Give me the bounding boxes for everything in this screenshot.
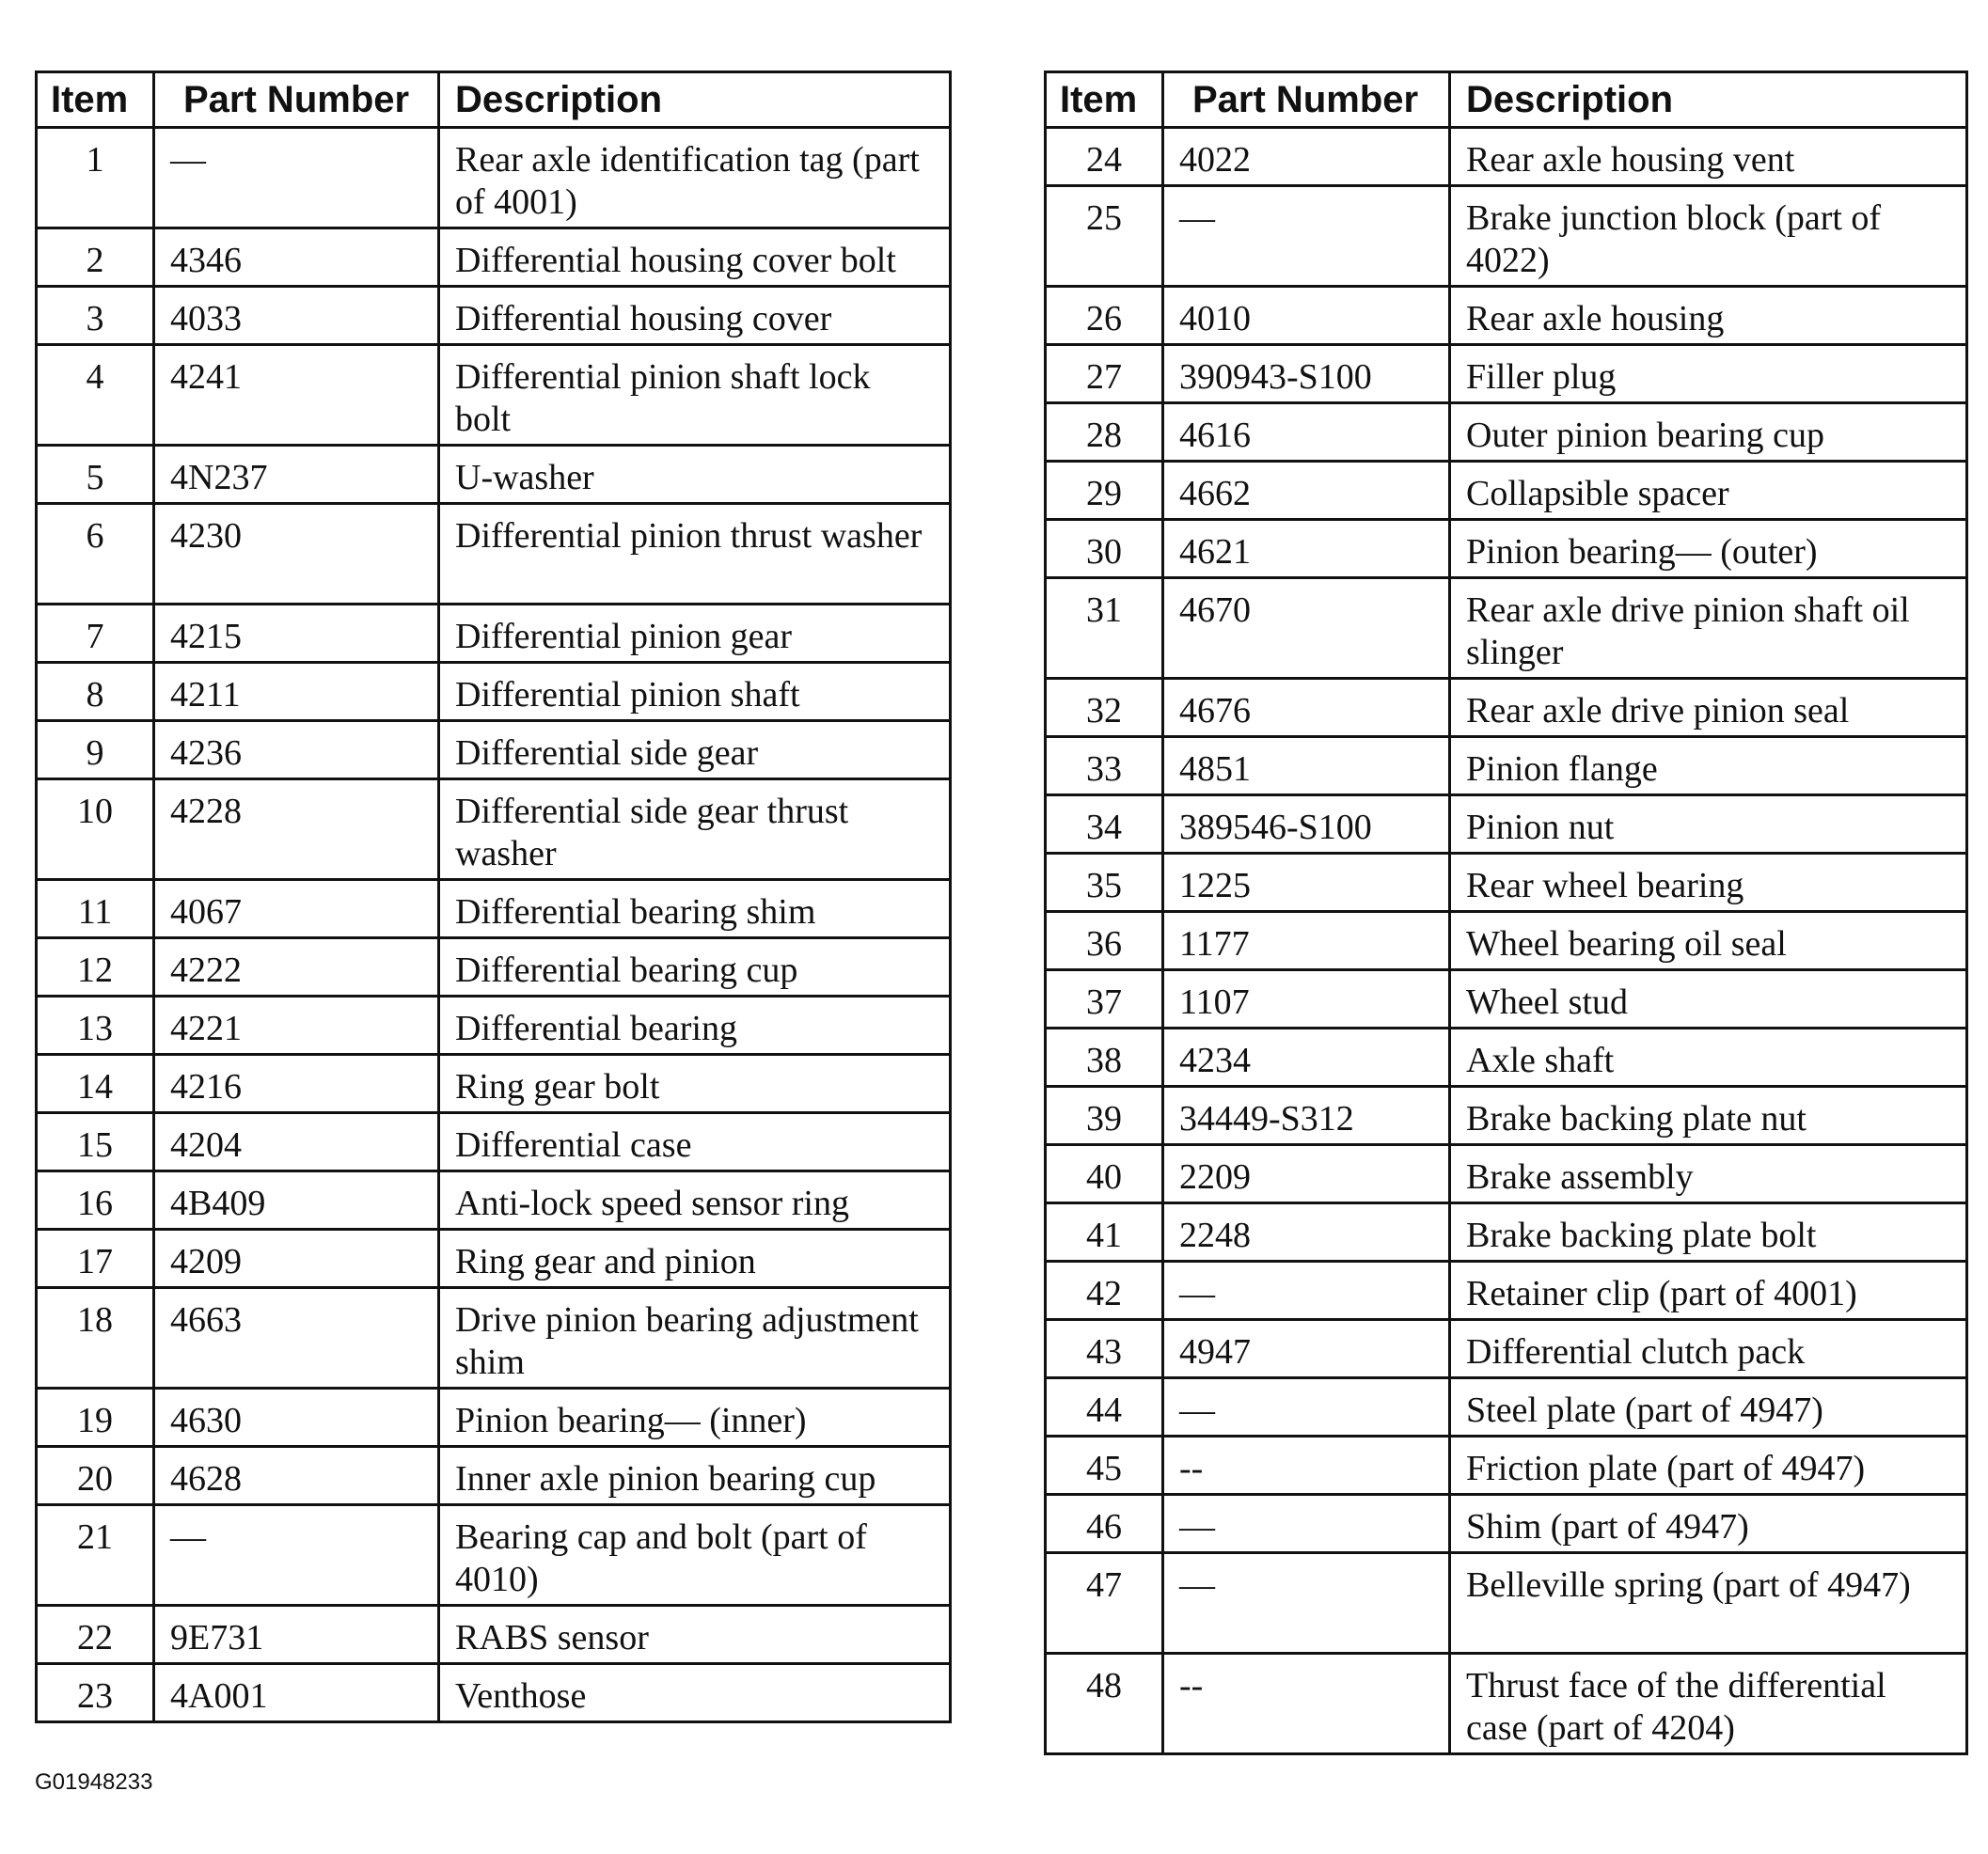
table-row [1046,1654,1967,1754]
item-cell: 27 [1046,345,1163,403]
table-row [1046,345,1967,403]
table-row [37,128,951,228]
part-number-cell: 4N237 [154,446,439,504]
description-cell: Pinion nut [1450,795,1967,854]
item-cell: 18 [37,1288,154,1389]
item-cell: 7 [37,605,154,663]
table-row [37,1230,951,1288]
part-number-cell: 2248 [1163,1203,1450,1262]
item-cell: 41 [1046,1203,1163,1262]
description-cell: Brake assembly [1450,1145,1967,1203]
description-cell: Thrust face of the differential case (part of 4204) [1450,1654,1967,1754]
part-number-cell: 389546-S100 [1163,795,1450,854]
parts-table-left-body [37,128,951,1722]
table-row [37,779,951,880]
description-cell: Venthose [439,1664,951,1722]
parts-table-left [35,71,952,1723]
table-row [1046,854,1967,912]
table-row [37,1664,951,1722]
description-cell: Differential case [439,1113,951,1171]
item-cell: 12 [37,938,154,997]
part-number-cell: 4222 [154,938,439,997]
table-row [1046,1495,1967,1553]
description-cell: Ring gear bolt [439,1055,951,1113]
item-cell: 26 [1046,287,1163,345]
description-cell: Pinion flange [1450,737,1967,795]
table-row [37,1505,951,1606]
item-cell: 39 [1046,1087,1163,1145]
item-cell: 2 [37,228,154,287]
description-cell: Brake junction block (part of 4022) [1450,186,1967,287]
part-number-cell: 4616 [1163,403,1450,462]
description-cell: Inner axle pinion bearing cup [439,1447,951,1505]
table-row [1046,1145,1967,1203]
description-cell: Axle shaft [1450,1029,1967,1087]
part-number-cell: 4033 [154,287,439,345]
description-cell: Brake backing plate nut [1450,1087,1967,1145]
description-cell: Differential side gear thrust washer [439,779,951,880]
part-number-cell: 4228 [154,779,439,880]
part-number-cell: 4221 [154,997,439,1055]
part-number-cell: 390943-S100 [1163,345,1450,403]
description-cell: Outer pinion bearing cup [1450,403,1967,462]
description-cell: Wheel stud [1450,970,1967,1029]
part-number-cell: 1177 [1163,912,1450,970]
item-cell: 5 [37,446,154,504]
item-cell: 22 [37,1606,154,1664]
item-cell: 35 [1046,854,1163,912]
part-number-cell: 1107 [1163,970,1450,1029]
part-number-cell: 4067 [154,880,439,938]
table-row [1046,970,1967,1029]
item-cell: 36 [1046,912,1163,970]
item-cell: 31 [1046,578,1163,679]
description-cell: RABS sensor [439,1606,951,1664]
header-description: Description [1450,72,1967,128]
item-cell: 6 [37,504,154,605]
item-cell: 4 [37,345,154,446]
part-number-cell: -- [1163,1437,1450,1495]
part-number-cell: 4204 [154,1113,439,1171]
part-number-cell: — [1163,1378,1450,1437]
description-cell: Ring gear and pinion [439,1230,951,1288]
item-cell: 28 [1046,403,1163,462]
item-cell: 8 [37,663,154,721]
description-cell: Drive pinion bearing adjustment shim [439,1288,951,1389]
table-row [1046,287,1967,345]
table-row [37,504,951,605]
item-cell: 19 [37,1389,154,1447]
description-cell: Brake backing plate bolt [1450,1203,1967,1262]
description-cell: Bearing cap and bolt (part of 4010) [439,1505,951,1606]
table-row [1046,186,1967,287]
table-row [37,663,951,721]
description-cell: Rear axle identification tag (part of 4001) [439,128,951,228]
part-number-cell: 4676 [1163,679,1450,737]
item-cell: 43 [1046,1320,1163,1378]
description-cell: Anti-lock speed sensor ring [439,1171,951,1230]
item-cell: 47 [1046,1553,1163,1654]
item-cell: 29 [1046,462,1163,520]
header-part-number: Part Number [154,72,439,128]
part-number-cell: 4346 [154,228,439,287]
item-cell: 42 [1046,1262,1163,1320]
item-cell: 10 [37,779,154,880]
table-row [37,1606,951,1664]
part-number-cell: 4662 [1163,462,1450,520]
item-cell: 44 [1046,1378,1163,1437]
item-cell: 15 [37,1113,154,1171]
item-cell: 37 [1046,970,1163,1029]
table-row [1046,1203,1967,1262]
part-number-cell: — [154,1505,439,1606]
table-row [1046,1553,1967,1654]
header-part-number: Part Number [1163,72,1450,128]
table-row [37,997,951,1055]
part-number-cell: 4851 [1163,737,1450,795]
part-number-cell: 4010 [1163,287,1450,345]
table-row [1046,795,1967,854]
parts-table-right [1044,71,1968,1755]
item-cell: 30 [1046,520,1163,578]
description-cell: Rear axle drive pinion seal [1450,679,1967,737]
item-cell: 23 [37,1664,154,1722]
table-row [1046,1320,1967,1378]
table-row [37,1113,951,1171]
part-number-cell: 4216 [154,1055,439,1113]
item-cell: 13 [37,997,154,1055]
table-row [1046,578,1967,679]
part-number-cell: 4230 [154,504,439,605]
item-cell: 24 [1046,128,1163,186]
description-cell: Filler plug [1450,345,1967,403]
item-cell: 11 [37,880,154,938]
description-cell: Belleville spring (part of 4947) [1450,1553,1967,1654]
description-cell: Differential pinion shaft lock bolt [439,345,951,446]
item-cell: 21 [37,1505,154,1606]
table-row [37,446,951,504]
item-cell: 9 [37,721,154,779]
part-number-cell: 4215 [154,605,439,663]
description-cell: Rear axle housing [1450,287,1967,345]
table-row [37,228,951,287]
description-cell: Differential bearing [439,997,951,1055]
table-row [1046,403,1967,462]
description-cell: Pinion bearing— (outer) [1450,520,1967,578]
table-row [37,1288,951,1389]
item-cell: 38 [1046,1029,1163,1087]
part-number-cell: 4628 [154,1447,439,1505]
part-number-cell: 4A001 [154,1664,439,1722]
table-row [37,938,951,997]
item-cell: 48 [1046,1654,1163,1754]
description-cell: Shim (part of 4947) [1450,1495,1967,1553]
item-cell: 45 [1046,1437,1163,1495]
description-cell: Differential housing cover bolt [439,228,951,287]
table-row [37,721,951,779]
header-row [1046,72,1967,128]
part-number-cell: 4621 [1163,520,1450,578]
part-number-cell: 4211 [154,663,439,721]
header-item: Item [1046,72,1163,128]
item-cell: 17 [37,1230,154,1288]
table-row [37,605,951,663]
item-cell: 40 [1046,1145,1163,1203]
table-row [37,1171,951,1230]
description-cell: Differential clutch pack [1450,1320,1967,1378]
part-number-cell: — [154,128,439,228]
table-row [1046,1087,1967,1145]
table-row [37,1389,951,1447]
part-number-cell: — [1163,1262,1450,1320]
description-cell: Differential bearing cup [439,938,951,997]
description-cell: Pinion bearing— (inner) [439,1389,951,1447]
item-cell: 14 [37,1055,154,1113]
description-cell: Rear axle housing vent [1450,128,1967,186]
table-row [37,1447,951,1505]
item-cell: 46 [1046,1495,1163,1553]
part-number-cell: 4236 [154,721,439,779]
table-row [37,345,951,446]
part-number-cell: 1225 [1163,854,1450,912]
part-number-cell: 2209 [1163,1145,1450,1203]
part-number-cell: 4630 [154,1389,439,1447]
part-number-cell: — [1163,186,1450,287]
table-row [37,287,951,345]
description-cell: Differential pinion thrust washer [439,504,951,605]
description-cell: Differential pinion shaft [439,663,951,721]
part-number-cell: 4947 [1163,1320,1450,1378]
item-cell: 20 [37,1447,154,1505]
item-cell: 33 [1046,737,1163,795]
part-number-cell: -- [1163,1654,1450,1754]
part-number-cell: 4663 [154,1288,439,1389]
part-number-cell: 4022 [1163,128,1450,186]
item-cell: 32 [1046,679,1163,737]
part-number-cell: — [1163,1553,1450,1654]
part-number-cell: 4B409 [154,1171,439,1230]
item-cell: 16 [37,1171,154,1230]
item-cell: 3 [37,287,154,345]
table-row [1046,737,1967,795]
part-number-cell: 34449-S312 [1163,1087,1450,1145]
table-row [1046,1262,1967,1320]
part-number-cell: 9E731 [154,1606,439,1664]
table-row [1046,520,1967,578]
description-cell: Friction plate (part of 4947) [1450,1437,1967,1495]
description-cell: Differential pinion gear [439,605,951,663]
part-number-cell: 4241 [154,345,439,446]
header-description: Description [439,72,951,128]
figure-code: G01948233 [35,1769,153,1795]
description-cell: Steel plate (part of 4947) [1450,1378,1967,1437]
table-row [37,1055,951,1113]
description-cell: Differential housing cover [439,287,951,345]
part-number-cell: 4209 [154,1230,439,1288]
header-row [37,72,951,128]
description-cell: Collapsible spacer [1450,462,1967,520]
description-cell: U-washer [439,446,951,504]
description-cell: Rear axle drive pinion shaft oil slinger [1450,578,1967,679]
item-cell: 1 [37,128,154,228]
table-row [1046,1437,1967,1495]
item-cell: 25 [1046,186,1163,287]
table-row [1046,128,1967,186]
description-cell: Rear wheel bearing [1450,854,1967,912]
parts-table-right-body [1046,128,1967,1754]
part-number-cell: 4234 [1163,1029,1450,1087]
description-cell: Retainer clip (part of 4001) [1450,1262,1967,1320]
description-cell: Differential bearing shim [439,880,951,938]
table-row [37,880,951,938]
table-row [1046,1378,1967,1437]
description-cell: Wheel bearing oil seal [1450,912,1967,970]
table-row [1046,462,1967,520]
header-item: Item [37,72,154,128]
description-cell: Differential side gear [439,721,951,779]
table-row [1046,1029,1967,1087]
item-cell: 34 [1046,795,1163,854]
table-row [1046,912,1967,970]
table-row [1046,679,1967,737]
part-number-cell: 4670 [1163,578,1450,679]
part-number-cell: — [1163,1495,1450,1553]
